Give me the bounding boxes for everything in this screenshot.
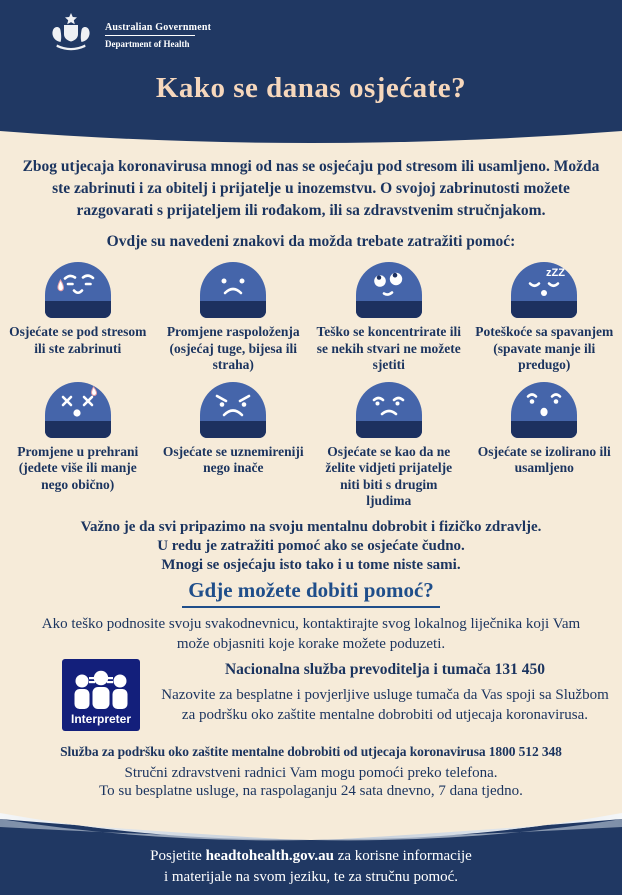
signs-row-1 (0, 262, 622, 374)
support-line-1: Stručni zdravstveni radnici Vam mogu pomoći preko telefona. (124, 764, 498, 781)
footer-line-2: i materijale na svom jeziku, te za stručnu pomoć. (163, 869, 459, 885)
stressed-face-icon (45, 262, 111, 318)
page-title: Kako se danas osjećate? (155, 72, 467, 104)
sign-item (156, 262, 312, 374)
sign-label: Teško se koncentrirate ili se nekih stvari ne možete sjetiti (316, 324, 462, 372)
sign-label: Osjećate se uznemireniji nego inače (162, 443, 304, 475)
header-curve-divider (0, 131, 622, 145)
zzz-text: zZZ (546, 267, 566, 279)
sign-item (467, 382, 622, 510)
intro-paragraph: Zbog utjecaja koronavirusa mnogi od nas se osjećaju pod stresom ili usamljeno. Možda ste zabrinuti i za obitelj i prijatelje u inozemstvu. O svojoj zabrinutosti možete razgovarati s prijateljem ili rođakom, ili sa zdravstvenim stručnjakom. (22, 158, 600, 219)
interpreter-logo-icon (62, 659, 140, 736)
support-service-line: Služba za podršku oko zaštite mentalne dobrobiti od utjecaja koronavirusa 1800 512 348 (60, 743, 562, 759)
sign-item (0, 382, 156, 510)
help-heading: Gdje možete dobiti pomoć? (182, 578, 440, 608)
withdrawn-face-icon (356, 382, 422, 438)
interpreter-logo-text: Interpreter (70, 711, 132, 726)
interpreter-service-title: Nacionalna služba prevoditelja i tumača 131 450 (224, 660, 546, 678)
support-extra-lines (0, 764, 622, 801)
support-line-2: To su besplatne usluge, na raspolaganju 24 sata dnevno, 7 dana tjedno. (99, 783, 523, 799)
signs-row-2 (0, 382, 622, 510)
gov-line1: Australian Government (105, 22, 212, 33)
sleepy-face-icon (511, 262, 577, 318)
footer-text (0, 810, 622, 888)
sign-label: Osjećate se kao da ne želite vidjeti prijatelje niti biti s drugim ljudima (325, 443, 453, 508)
sign-item (0, 262, 156, 374)
distracted-face-icon (356, 262, 422, 318)
wellbeing-paragraph (0, 518, 622, 575)
agitated-face-icon (200, 382, 266, 438)
help-heading-wrap (0, 578, 622, 608)
australian-government-logo (46, 11, 211, 57)
sign-label: Promjene raspoloženja (osjećaj tuge, bijesa ili straha) (166, 324, 300, 372)
footer-suffix: za korisne informacije (333, 848, 472, 864)
gov-line2: Department of Health (105, 39, 190, 49)
lonely-face-icon (511, 382, 577, 438)
sign-item (311, 262, 467, 374)
footer-url[interactable]: headtohealth.gov.au (205, 848, 334, 864)
wellbeing-line-3: Mnogi se osjećaju isto tako i u tome niste sami. (161, 556, 461, 573)
footer-line-1 (0, 846, 622, 867)
sign-item (156, 382, 312, 510)
sign-item (467, 262, 622, 374)
interpreter-description: Nazovite za besplatne i povjerljive usluge tumača da Vas spoji sa Službom za podršku oko zaštite mentalne dobrobiti od utjecaja koronavirusa. (161, 686, 609, 723)
appetite-face-icon (45, 382, 111, 438)
help-paragraph: Ako teško podnosite svoju svakodnevnicu, kontaktirajte svog lokalnog liječnika koji Vam može objasniti koje korake možete poduzeti. (41, 615, 581, 652)
sad-face-icon (200, 262, 266, 318)
interpreter-text-block (154, 659, 616, 725)
australian-coat-of-arms-icon (46, 11, 96, 57)
sign-label: Promjene u prehrani (jedete više ili manje nego obično) (17, 443, 139, 492)
signs-heading: Ovdje su navedeni znakovi da možda trebate zatražiti pomoć: (106, 233, 516, 250)
sign-label: Osjećate se pod stresom ili ste zabrinuti (9, 324, 147, 356)
footer (0, 810, 622, 895)
sign-item (311, 382, 467, 510)
footer-prefix: Posjetite (150, 848, 206, 864)
wellbeing-line-1: Važno je da svi pripazimo na svoju mentalnu dobrobit i fizičko zdravlje. (80, 518, 542, 535)
logo-divider (105, 35, 195, 36)
sign-label: Osjećate se izolirano ili usamljeno (477, 443, 611, 475)
interpreter-section (62, 659, 622, 736)
gov-logo-text (105, 11, 211, 49)
header (0, 0, 622, 131)
wellbeing-line-2: U redu je zatražiti pomoć ako se osjećate čudno. (157, 537, 465, 554)
sign-label: Poteškoće sa spavanjem (spavate manje ili predugo) (475, 324, 614, 372)
